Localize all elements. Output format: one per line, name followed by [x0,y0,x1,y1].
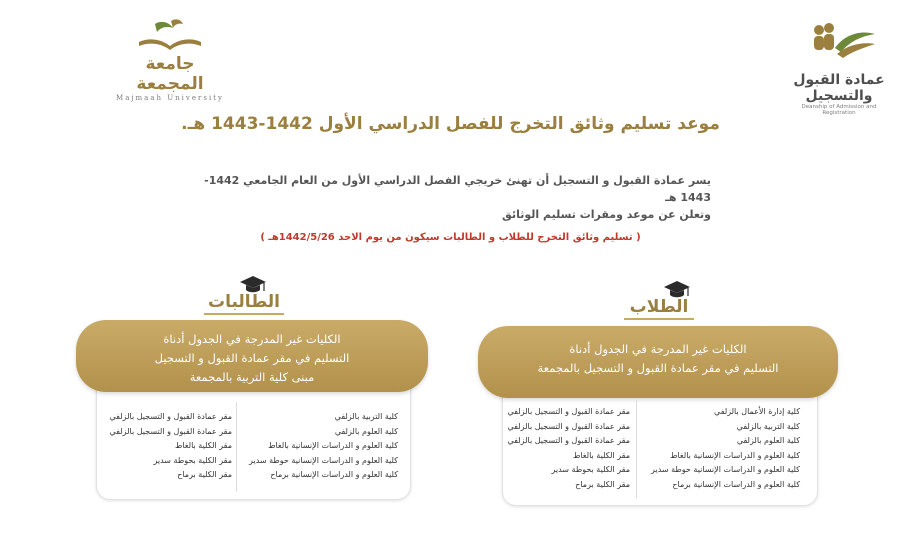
list-item: كلية التربية بالزلفي [736,421,800,431]
male-banner-line: التسليم في مقر عمادة القبول و التسجيل بالمجمعة [537,361,779,375]
deanship-name-en: Deanship of Admission and Registration [801,104,877,116]
list-item: كلية العلوم و الدراسات الإنسانية بالغاط [670,450,800,460]
list-item: مقر الكلية بحوطة سدير [153,455,232,465]
male-banner [478,326,838,398]
female-locations-list [100,410,232,483]
column-divider [636,400,637,498]
female-banner-line: التسليم في مقر عمادة القبول و التسجيل [154,351,350,365]
list-item: كلية العلوم و الدراسات الإنسانية حوطة سدير [651,465,800,474]
list-item: مقر الكلية برماح [177,470,232,479]
university-name-en: Majmaah University [116,94,224,102]
male-locations-list [500,405,630,492]
list-item: كلية التربية بالزلفي [334,412,398,421]
people-emblem-icon [799,20,879,68]
university-name-ar: جامعة المجمعة [136,54,204,94]
intro-line-1: يسر عمادة القبول و التسجيل أن تهنئ خريجي الفصل الدراسي الأول من العام الجامعي 1442-1443 هـ [204,174,711,204]
list-item: كلية العلوم بالزلفي [334,426,398,436]
list-item: مقر عمادة القبول و التسجيل بالزلفي [109,412,232,421]
female-banner-line: الكليات غير المدرجة في الجدول أدناة [163,332,341,346]
list-item: كلية العلوم و الدراسات الإنسانية حوطة سدير [249,455,398,465]
list-item: مقر عمادة القبول و التسجيل بالزلفي [507,436,630,445]
list-item: مقر عمادة القبول و التسجيل بالزلفي [507,407,630,416]
university-logo [110,16,230,102]
intro-text [191,172,711,223]
list-item: مقر الكلية برماح [575,479,630,489]
delivery-notice: ( تسليم وثائق التخرج للطلاب و الطالبات سيكون من يوم الاحد 1442/5/26هـ ) [260,232,641,243]
open-book-emblem-icon [135,16,205,56]
page-title: موعد تسليم وثائق التخرج للفصل الدراسي الأول 1442-1443 هـ. [181,114,720,134]
list-item: مقر الكلية بالغاط [572,450,630,460]
list-item: كلية العلوم بالزلفي [736,436,800,445]
list-item: كلية إدارة الأعمال بالزلفي [714,407,800,416]
list-item: كلية العلوم و الدراسات الإنسانية بالغاط [268,441,398,450]
male-colleges-list [640,405,800,492]
column-divider [236,402,237,492]
list-item: مقر الكلية بحوطة سدير [551,465,630,474]
female-students-heading: الطالبات [204,292,284,315]
female-banner-line: مبنى كلية التربية بالمجمعة [189,370,315,384]
list-item: مقر الكلية بالغاط [174,441,232,450]
list-item: مقر عمادة القبول و التسجيل بالزلفي [109,426,232,436]
list-item: مقر عمادة القبول و التسجيل بالزلفي [507,421,630,431]
male-banner-line: الكليات غير المدرجة في الجدول أدناة [569,342,747,356]
male-students-heading: الطلاب [624,297,694,320]
deanship-name-ar: عمادة القبول والتسجيل [793,72,885,104]
list-item: كلية العلوم و الدراسات الإنسانية برماح [270,470,398,479]
list-item: كلية العلوم و الدراسات الإنسانية برماح [672,479,800,489]
female-banner [76,320,428,392]
deanship-logo [789,20,889,116]
intro-line-2: وتعلن عن موعد ومقرات تسليم الوثائق [502,208,711,221]
female-colleges-list [238,410,398,483]
